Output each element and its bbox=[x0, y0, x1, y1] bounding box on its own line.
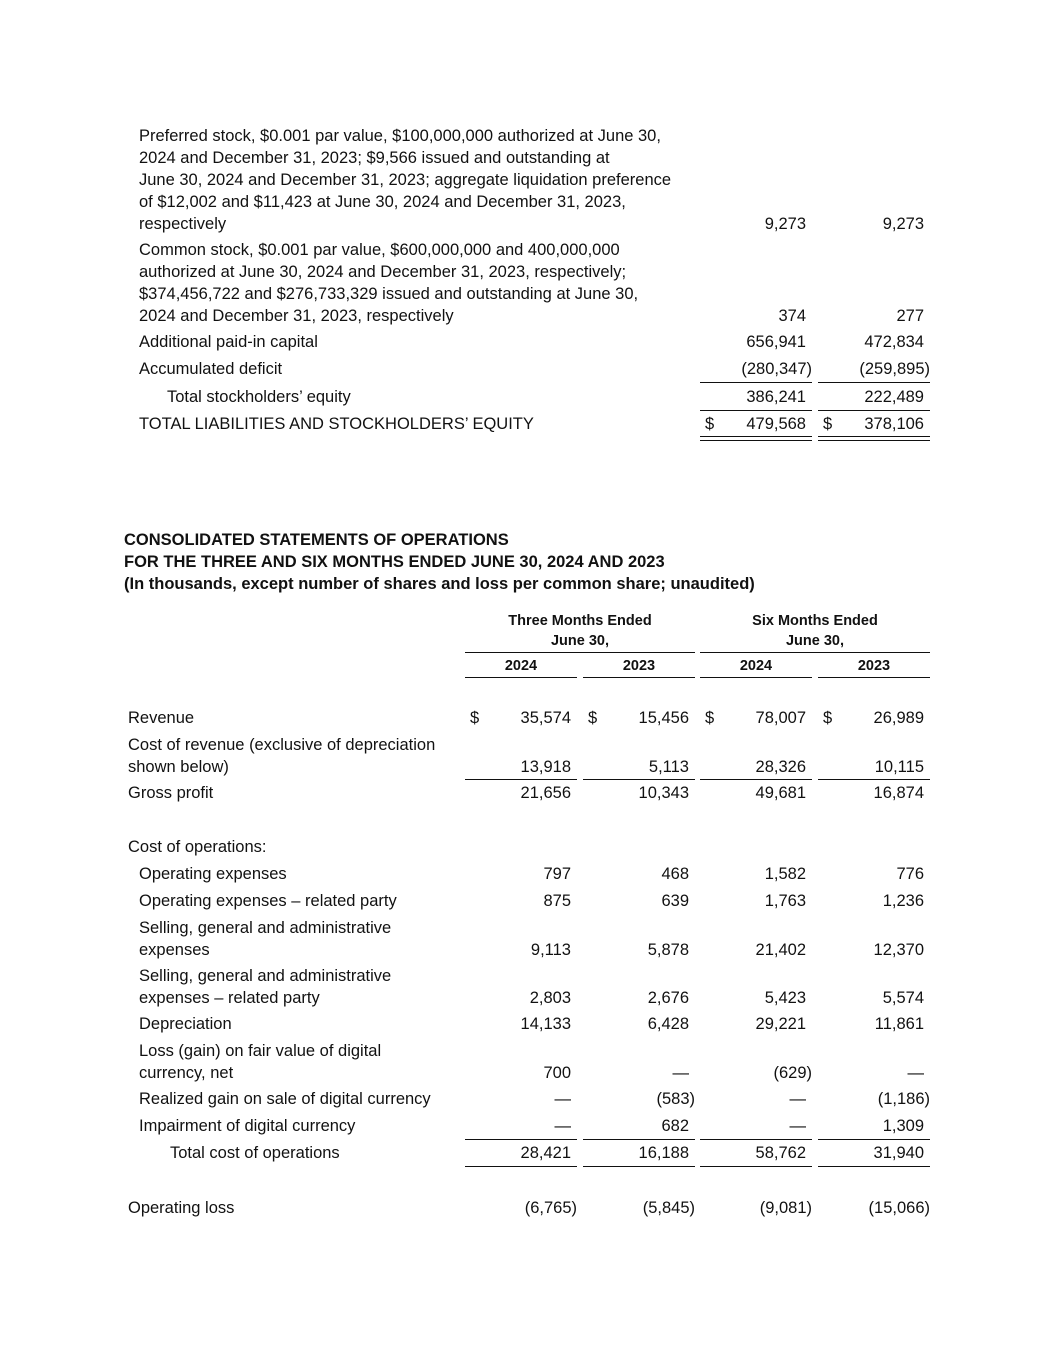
accumulated-deficit-2024: (280,347) bbox=[741, 360, 812, 378]
accumulated-deficit-label: Accumulated deficit bbox=[139, 360, 283, 378]
total-cost-of-operations-value: 31,940 bbox=[873, 1144, 924, 1162]
underline bbox=[700, 1166, 812, 1167]
sga-value: 12,370 bbox=[873, 941, 924, 959]
operating-loss-label: Operating loss bbox=[128, 1199, 235, 1217]
sga-related-value: 2,676 bbox=[647, 989, 689, 1007]
revenue-6m-2023: 26,989 bbox=[873, 709, 924, 727]
operating-loss-value: (15,066) bbox=[868, 1199, 930, 1217]
gross-profit-value: 21,656 bbox=[520, 784, 571, 802]
apic-2024: 656,941 bbox=[746, 333, 806, 351]
operating-expenses-value: 776 bbox=[896, 865, 924, 883]
double-underline bbox=[818, 436, 930, 441]
preferred-stock-2023: 9,273 bbox=[882, 215, 924, 233]
revenue-q2-2024: 35,574 bbox=[520, 709, 571, 727]
cost-of-revenue-value: 5,113 bbox=[648, 758, 689, 776]
fair-value-loss-label: Loss (gain) on fair value of digital currency, net bbox=[139, 1042, 382, 1082]
impairment-value: 1,309 bbox=[882, 1117, 924, 1135]
depreciation-value: 14,133 bbox=[520, 1015, 571, 1033]
sga-related-label: Selling, general and administrative expenses – related party bbox=[139, 967, 392, 1007]
cost-of-revenue-value: 28,326 bbox=[755, 758, 806, 776]
total-liabilities-equity-2023: 378,106 bbox=[864, 415, 924, 433]
underline bbox=[700, 779, 812, 780]
preferred-stock-label: Preferred stock, $0.001 par value, $100,000,000 authorized at June 30, 2024 and December 31, 2023; $9,566 issued and outstanding at June 30, 2024 and December 31, 2023; aggregate liquidation preference of $12,002 and $11,423 at June 30, 2024 and December 31, 2023, respectively bbox=[139, 127, 672, 233]
impairment-label: Impairment of digital currency bbox=[139, 1117, 356, 1135]
currency-sign: $ bbox=[823, 709, 833, 727]
revenue-label: Revenue bbox=[128, 709, 195, 727]
fair-value-loss-value: 700 bbox=[543, 1064, 571, 1082]
impairment-value: — bbox=[789, 1117, 806, 1135]
operating-expenses-related-value: 1,763 bbox=[764, 892, 806, 910]
total-cost-of-operations-value: 16,188 bbox=[638, 1144, 689, 1162]
realized-gain-label: Realized gain on sale of digital currency bbox=[139, 1090, 431, 1108]
sga-value: 5,878 bbox=[647, 941, 689, 959]
operating-expenses-related-value: 875 bbox=[543, 892, 571, 910]
depreciation-value: 29,221 bbox=[755, 1015, 806, 1033]
underline bbox=[818, 1166, 930, 1167]
underline bbox=[583, 779, 695, 780]
depreciation-label: Depreciation bbox=[139, 1015, 232, 1033]
fair-value-loss-value: — bbox=[672, 1064, 689, 1082]
cost-of-revenue-label: Cost of revenue (exclusive of depreciation shown below) bbox=[128, 736, 436, 776]
year-header: 2023 bbox=[622, 658, 656, 674]
underline bbox=[465, 779, 577, 780]
fair-value-loss-value: — bbox=[907, 1064, 924, 1082]
year-header: 2024 bbox=[739, 658, 773, 674]
year-underline bbox=[700, 677, 812, 678]
revenue-q2-2023: 15,456 bbox=[638, 709, 689, 727]
year-header: 2024 bbox=[504, 658, 538, 674]
apic-label: Additional paid-in capital bbox=[139, 333, 318, 351]
currency-sign: $ bbox=[705, 415, 715, 433]
sga-value: 21,402 bbox=[755, 941, 806, 959]
underline bbox=[700, 410, 812, 411]
sga-related-value: 5,574 bbox=[882, 989, 924, 1007]
depreciation-value: 6,428 bbox=[647, 1015, 689, 1033]
double-underline bbox=[700, 436, 812, 441]
underline bbox=[818, 410, 930, 411]
statement-title: CONSOLIDATED STATEMENTS OF OPERATIONS FOR THE THREE AND SIX MONTHS ENDED JUNE 30, 2024 AND 2023 (In thousands, except number of shares and loss per common share; unaudited) bbox=[124, 531, 755, 593]
operating-expenses-value: 468 bbox=[661, 865, 689, 883]
accumulated-deficit-2023: (259,895) bbox=[859, 360, 930, 378]
total-equity-label: Total stockholders’ equity bbox=[167, 388, 351, 406]
cost-of-revenue-value: 13,918 bbox=[520, 758, 571, 776]
operating-expenses-label: Operating expenses bbox=[139, 865, 287, 883]
underline bbox=[818, 1139, 930, 1140]
six-months-header: Six Months Ended June 30, bbox=[752, 613, 878, 649]
currency-sign: $ bbox=[588, 709, 598, 727]
operating-loss-value: (9,081) bbox=[759, 1199, 812, 1217]
operating-expenses-value: 1,582 bbox=[764, 865, 806, 883]
cost-of-revenue-value: 10,115 bbox=[874, 758, 924, 776]
currency-sign: $ bbox=[470, 709, 480, 727]
operating-loss-value: (6,765) bbox=[524, 1199, 577, 1217]
year-underline bbox=[583, 677, 695, 678]
cost-of-operations-header: Cost of operations: bbox=[128, 838, 267, 856]
revenue-6m-2024: 78,007 bbox=[755, 709, 806, 727]
currency-sign: $ bbox=[705, 709, 715, 727]
impairment-value: — bbox=[554, 1117, 571, 1135]
underline bbox=[818, 779, 930, 780]
underline bbox=[583, 1166, 695, 1167]
operating-expenses-related-label: Operating expenses – related party bbox=[139, 892, 397, 910]
total-cost-of-operations-value: 58,762 bbox=[755, 1144, 806, 1162]
preferred-stock-2024: 9,273 bbox=[764, 215, 806, 233]
gross-profit-value: 16,874 bbox=[873, 784, 924, 802]
group-underline bbox=[700, 652, 930, 653]
realized-gain-value: — bbox=[789, 1090, 806, 1108]
underline bbox=[818, 382, 930, 383]
gross-profit-label: Gross profit bbox=[128, 784, 214, 802]
common-stock-2023: 277 bbox=[896, 307, 924, 325]
common-stock-2024: 374 bbox=[778, 307, 806, 325]
underline bbox=[700, 1139, 812, 1140]
currency-sign: $ bbox=[823, 415, 833, 433]
gross-profit-value: 10,343 bbox=[638, 784, 689, 802]
operating-expenses-related-value: 1,236 bbox=[882, 892, 924, 910]
total-equity-2024: 386,241 bbox=[746, 388, 806, 406]
underline bbox=[465, 1166, 577, 1167]
sga-label: Selling, general and administrative expenses bbox=[139, 919, 392, 959]
underline bbox=[700, 382, 812, 383]
sga-related-value: 5,423 bbox=[764, 989, 806, 1007]
year-underline bbox=[818, 677, 930, 678]
impairment-value: 682 bbox=[661, 1117, 689, 1135]
group-underline bbox=[465, 652, 695, 653]
sga-related-value: 2,803 bbox=[529, 989, 571, 1007]
operating-loss-value: (5,845) bbox=[642, 1199, 695, 1217]
sga-value: 9,113 bbox=[530, 941, 571, 959]
three-months-header: Three Months Ended June 30, bbox=[508, 613, 652, 649]
underline bbox=[583, 1139, 695, 1140]
operating-expenses-related-value: 639 bbox=[661, 892, 689, 910]
realized-gain-value: (1,186) bbox=[877, 1090, 930, 1108]
operating-expenses-value: 797 bbox=[543, 865, 571, 883]
total-equity-2023: 222,489 bbox=[864, 388, 924, 406]
total-liabilities-equity-2024: 479,568 bbox=[746, 415, 806, 433]
apic-2023: 472,834 bbox=[864, 333, 924, 351]
depreciation-value: 11,861 bbox=[874, 1015, 924, 1033]
gross-profit-value: 49,681 bbox=[755, 784, 806, 802]
total-cost-of-operations-label: Total cost of operations bbox=[170, 1144, 340, 1162]
total-cost-of-operations-value: 28,421 bbox=[520, 1144, 571, 1162]
year-header: 2023 bbox=[857, 658, 891, 674]
fair-value-loss-value: (629) bbox=[773, 1064, 812, 1082]
total-liabilities-equity-label: TOTAL LIABILITIES AND STOCKHOLDERS’ EQUITY bbox=[139, 415, 534, 433]
underline bbox=[465, 1139, 577, 1140]
realized-gain-value: — bbox=[554, 1090, 571, 1108]
realized-gain-value: (583) bbox=[656, 1090, 695, 1108]
year-underline bbox=[465, 677, 577, 678]
common-stock-label: Common stock, $0.001 par value, $600,000,000 and 400,000,000 authorized at June 30, 2024 and December 31, 2023, respectively; $374,456,722 and $276,733,329 issued and outstanding at June 30, 2024 and December 31, 2023, respectively bbox=[139, 241, 639, 325]
